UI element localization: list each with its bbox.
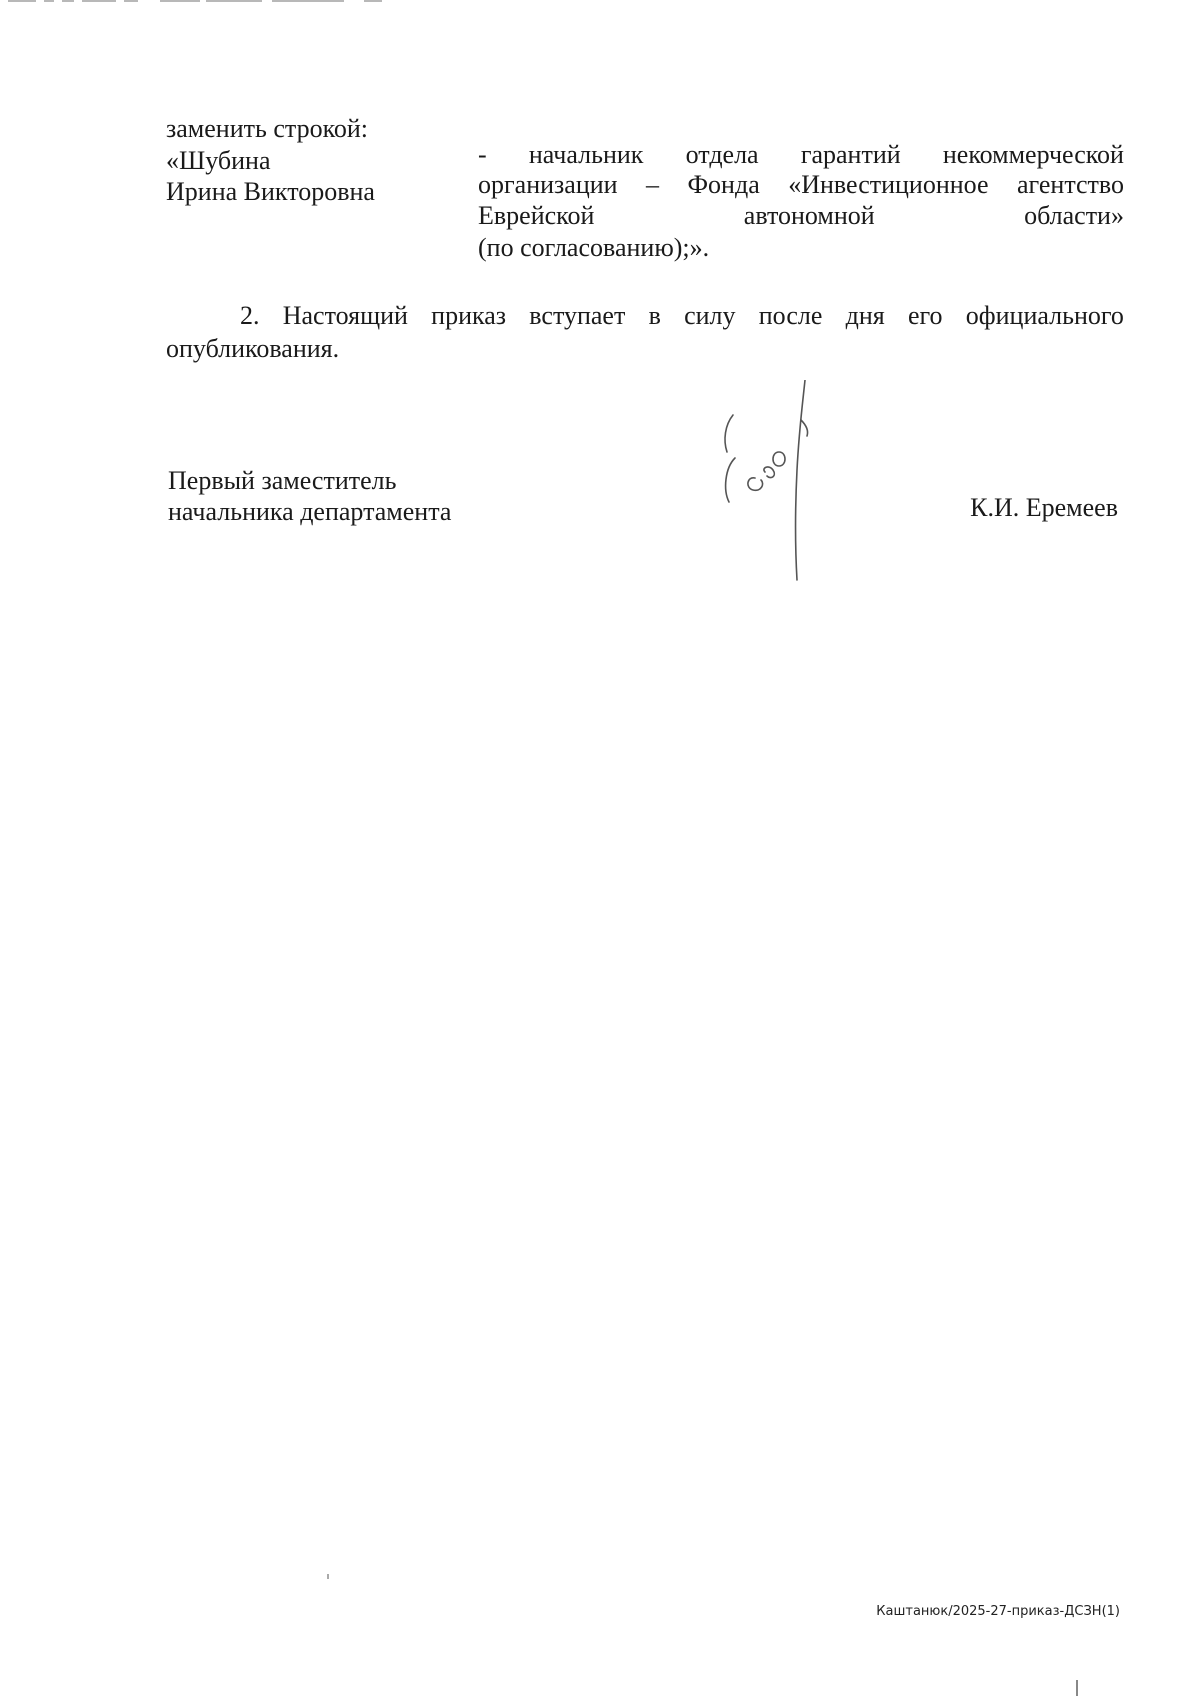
position-word: области» <box>1024 201 1124 230</box>
scan-artifact <box>0 0 400 4</box>
intro-line: заменить строкой: <box>166 114 369 143</box>
clause-word: официального <box>965 301 1124 330</box>
scan-speck <box>327 1574 329 1579</box>
signer-name: К.И. Еремеев <box>970 493 1118 522</box>
position-word: гарантий <box>800 140 901 169</box>
position-word: Еврейской <box>478 201 595 230</box>
position-word: начальник <box>528 140 644 169</box>
position-word: - <box>478 140 487 169</box>
scan-speck <box>1076 1680 1078 1696</box>
position-line-3 <box>478 201 1124 231</box>
position-line-4: (по согласованию);». <box>478 233 710 262</box>
position-line-2: организации – Фонда «Инвестиционное агентство <box>478 170 1124 199</box>
document-footer-code: Каштанюк/2025-27-приказ-ДСЗН(1) <box>876 1604 1120 1619</box>
clause-word: силу <box>684 301 736 330</box>
signer-title-line-2: начальника департамента <box>168 497 452 526</box>
handwritten-signature <box>705 380 845 585</box>
position-word: некоммерческой <box>942 140 1124 169</box>
signer-title-line-1: Первый заместитель <box>168 466 397 495</box>
clause-word: его <box>907 301 943 330</box>
clause-word: Настоящий <box>282 301 408 330</box>
clause-word: приказ <box>431 301 507 330</box>
clause-word: 2. <box>240 301 260 330</box>
clause-word: после <box>758 301 823 330</box>
clause-2-line-1 <box>240 301 1124 331</box>
position-word: отдела <box>685 140 759 169</box>
clause-word: в <box>648 301 661 330</box>
position-word: автономной <box>743 201 875 230</box>
clause-word: дня <box>845 301 885 330</box>
person-surname: «Шубина <box>166 146 271 175</box>
position-line-1 <box>478 140 1124 170</box>
clause-2-line-2: опубликования. <box>166 334 340 363</box>
clause-word: вступает <box>529 301 626 330</box>
person-given-names: Ирина Викторовна <box>166 177 375 206</box>
